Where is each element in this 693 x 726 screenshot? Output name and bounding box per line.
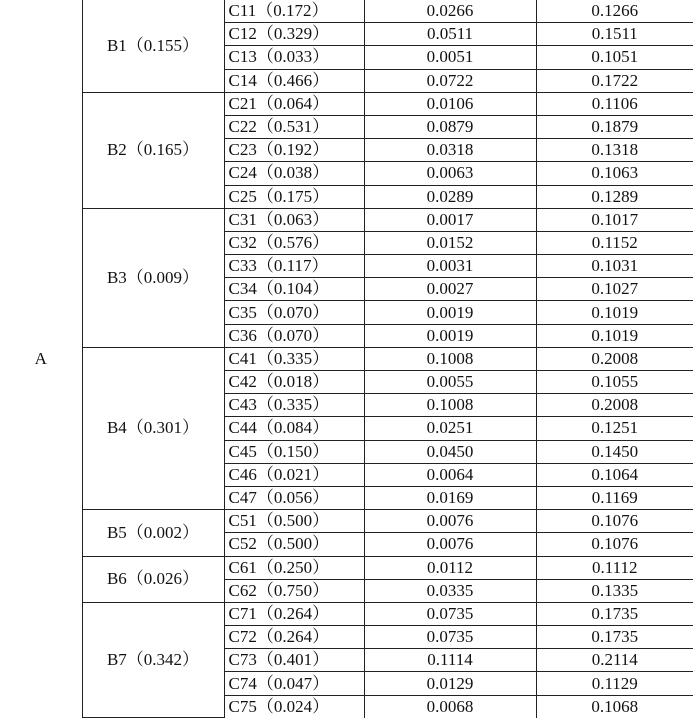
indicator-cell: C75（0.024） bbox=[224, 695, 364, 718]
local-weight-value-cell: 0.0289 bbox=[364, 185, 536, 208]
local-weight-value-cell: 0.0019 bbox=[364, 301, 536, 324]
global-weight-value-cell: 0.1019 bbox=[536, 301, 693, 324]
local-weight-value-cell: 0.0266 bbox=[364, 0, 536, 23]
global-weight-value-cell: 0.1112 bbox=[536, 556, 693, 579]
indicator-cell: C12（0.329） bbox=[224, 23, 364, 46]
criterion-group-cell: B4（0.301） bbox=[82, 347, 224, 509]
local-weight-value-cell: 0.0076 bbox=[364, 510, 536, 533]
local-weight-value-cell: 0.0019 bbox=[364, 324, 536, 347]
indicator-cell: C24（0.038） bbox=[224, 162, 364, 185]
local-weight-value-cell: 0.0064 bbox=[364, 463, 536, 486]
root-criterion-cell: A bbox=[0, 0, 82, 718]
indicator-cell: C47（0.056） bbox=[224, 486, 364, 509]
global-weight-value-cell: 0.1129 bbox=[536, 672, 693, 695]
local-weight-value-cell: 0.0017 bbox=[364, 208, 536, 231]
criterion-group-cell: B5（0.002） bbox=[82, 510, 224, 556]
global-weight-value-cell: 0.1055 bbox=[536, 371, 693, 394]
indicator-cell: C73（0.401） bbox=[224, 649, 364, 672]
indicator-cell: C31（0.063） bbox=[224, 208, 364, 231]
indicator-cell: C51（0.500） bbox=[224, 510, 364, 533]
indicator-cell: C35（0.070） bbox=[224, 301, 364, 324]
local-weight-value-cell: 0.0169 bbox=[364, 486, 536, 509]
local-weight-value-cell: 0.1008 bbox=[364, 394, 536, 417]
global-weight-value-cell: 0.1152 bbox=[536, 231, 693, 254]
local-weight-value-cell: 0.0735 bbox=[364, 626, 536, 649]
indicator-cell: C32（0.576） bbox=[224, 231, 364, 254]
indicator-cell: C43（0.335） bbox=[224, 394, 364, 417]
global-weight-value-cell: 0.1068 bbox=[536, 695, 693, 718]
global-weight-value-cell: 0.2008 bbox=[536, 394, 693, 417]
local-weight-value-cell: 0.0063 bbox=[364, 162, 536, 185]
local-weight-value-cell: 0.0112 bbox=[364, 556, 536, 579]
table-row bbox=[0, 556, 693, 579]
indicator-cell: C72（0.264） bbox=[224, 626, 364, 649]
indicator-cell: C23（0.192） bbox=[224, 139, 364, 162]
local-weight-value-cell: 0.1008 bbox=[364, 347, 536, 370]
local-weight-value-cell: 0.0129 bbox=[364, 672, 536, 695]
table-row bbox=[0, 208, 693, 231]
table-row bbox=[0, 347, 693, 370]
global-weight-value-cell: 0.1017 bbox=[536, 208, 693, 231]
criterion-group-cell: B3（0.009） bbox=[82, 208, 224, 347]
global-weight-value-cell: 0.1735 bbox=[536, 626, 693, 649]
global-weight-value-cell: 0.1722 bbox=[536, 69, 693, 92]
indicator-cell: C41（0.335） bbox=[224, 347, 364, 370]
global-weight-value-cell: 0.1879 bbox=[536, 115, 693, 138]
indicator-cell: C11（0.172） bbox=[224, 0, 364, 23]
local-weight-value-cell: 0.0335 bbox=[364, 579, 536, 602]
indicator-cell: C22（0.531） bbox=[224, 115, 364, 138]
global-weight-value-cell: 0.1735 bbox=[536, 602, 693, 625]
local-weight-value-cell: 0.1114 bbox=[364, 649, 536, 672]
table-row bbox=[0, 602, 693, 625]
global-weight-value-cell: 0.1076 bbox=[536, 533, 693, 556]
local-weight-value-cell: 0.0051 bbox=[364, 46, 536, 69]
global-weight-value-cell: 0.1511 bbox=[536, 23, 693, 46]
global-weight-value-cell: 0.1450 bbox=[536, 440, 693, 463]
indicator-cell: C45（0.150） bbox=[224, 440, 364, 463]
indicator-cell: C62（0.750） bbox=[224, 579, 364, 602]
global-weight-value-cell: 0.1064 bbox=[536, 463, 693, 486]
local-weight-value-cell: 0.0027 bbox=[364, 278, 536, 301]
indicator-cell: C13（0.033） bbox=[224, 46, 364, 69]
global-weight-value-cell: 0.1251 bbox=[536, 417, 693, 440]
global-weight-value-cell: 0.1289 bbox=[536, 185, 693, 208]
local-weight-value-cell: 0.0318 bbox=[364, 139, 536, 162]
global-weight-value-cell: 0.2008 bbox=[536, 347, 693, 370]
indicator-cell: C52（0.500） bbox=[224, 533, 364, 556]
global-weight-value-cell: 0.2114 bbox=[536, 649, 693, 672]
indicator-cell: C42（0.018） bbox=[224, 371, 364, 394]
indicator-cell: C14（0.466） bbox=[224, 69, 364, 92]
global-weight-value-cell: 0.1019 bbox=[536, 324, 693, 347]
indicator-cell: C21（0.064） bbox=[224, 92, 364, 115]
local-weight-value-cell: 0.0450 bbox=[364, 440, 536, 463]
local-weight-value-cell: 0.0879 bbox=[364, 115, 536, 138]
table-row bbox=[0, 0, 693, 23]
local-weight-value-cell: 0.0055 bbox=[364, 371, 536, 394]
criterion-group-cell: B7（0.342） bbox=[82, 602, 224, 717]
global-weight-value-cell: 0.1106 bbox=[536, 92, 693, 115]
local-weight-value-cell: 0.0251 bbox=[364, 417, 536, 440]
criterion-group-cell: B6（0.026） bbox=[82, 556, 224, 602]
table-row bbox=[0, 92, 693, 115]
global-weight-value-cell: 0.1318 bbox=[536, 139, 693, 162]
local-weight-value-cell: 0.0106 bbox=[364, 92, 536, 115]
global-weight-value-cell: 0.1051 bbox=[536, 46, 693, 69]
local-weight-value-cell: 0.0152 bbox=[364, 231, 536, 254]
global-weight-value-cell: 0.1076 bbox=[536, 510, 693, 533]
local-weight-value-cell: 0.0076 bbox=[364, 533, 536, 556]
criterion-group-cell: B2（0.165） bbox=[82, 92, 224, 208]
indicator-cell: C61（0.250） bbox=[224, 556, 364, 579]
local-weight-value-cell: 0.0735 bbox=[364, 602, 536, 625]
indicator-cell: C36（0.070） bbox=[224, 324, 364, 347]
global-weight-value-cell: 0.1063 bbox=[536, 162, 693, 185]
indicator-cell: C46（0.021） bbox=[224, 463, 364, 486]
global-weight-value-cell: 0.1169 bbox=[536, 486, 693, 509]
indicator-cell: C74（0.047） bbox=[224, 672, 364, 695]
global-weight-value-cell: 0.1031 bbox=[536, 255, 693, 278]
local-weight-value-cell: 0.0511 bbox=[364, 23, 536, 46]
local-weight-value-cell: 0.0031 bbox=[364, 255, 536, 278]
local-weight-value-cell: 0.0068 bbox=[364, 695, 536, 718]
criterion-group-cell: B1（0.155） bbox=[82, 0, 224, 92]
local-weight-value-cell: 0.0722 bbox=[364, 69, 536, 92]
indicator-cell: C33（0.117） bbox=[224, 255, 364, 278]
indicator-cell: C34（0.104） bbox=[224, 278, 364, 301]
table-row bbox=[0, 510, 693, 533]
indicator-cell: C44（0.084） bbox=[224, 417, 364, 440]
global-weight-value-cell: 0.1266 bbox=[536, 0, 693, 23]
global-weight-value-cell: 0.1335 bbox=[536, 579, 693, 602]
indicator-cell: C25（0.175） bbox=[224, 185, 364, 208]
global-weight-value-cell: 0.1027 bbox=[536, 278, 693, 301]
indicator-cell: C71（0.264） bbox=[224, 602, 364, 625]
